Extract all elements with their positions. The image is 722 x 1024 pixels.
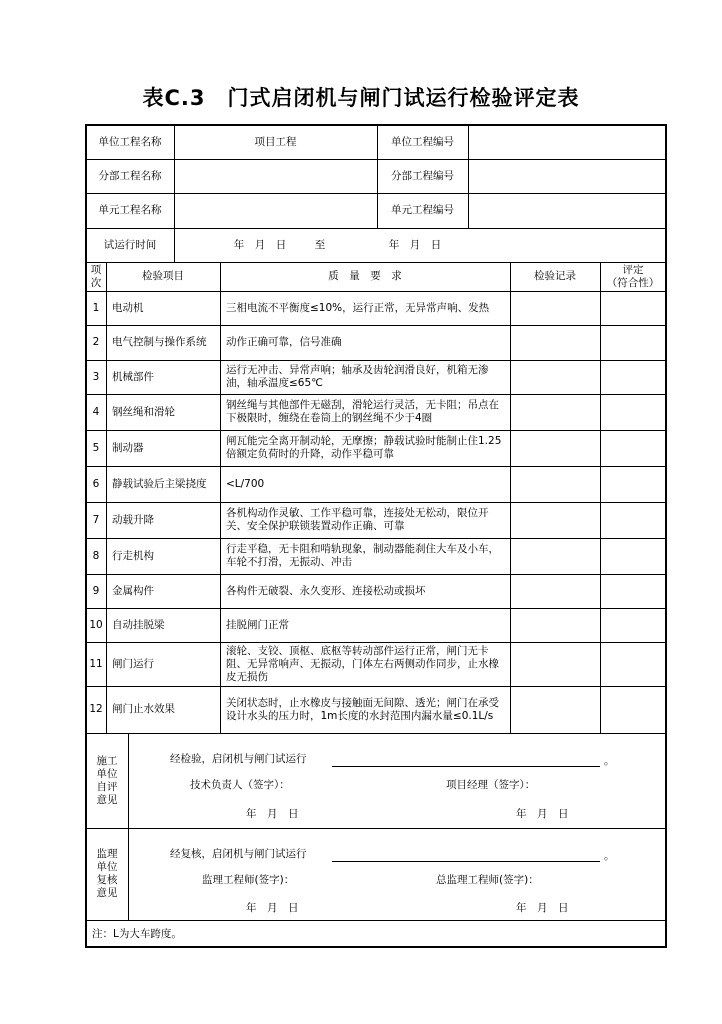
row-item: 动载升降 (112, 513, 154, 526)
row-evaluation-field[interactable] (601, 610, 665, 640)
row-evaluation-field[interactable] (601, 504, 665, 536)
trial-date-to-word: 至 (314, 238, 326, 251)
row-requirement: <L/700 (226, 477, 265, 490)
row-evaluation-field[interactable] (601, 432, 665, 464)
row-record-field[interactable] (511, 644, 599, 684)
header-label: 单元工程名称 (98, 204, 162, 216)
supervision-period: 。 (604, 849, 615, 862)
tech-lead-signature: 技术负责人（签字）： (190, 778, 290, 791)
row-evaluation-field[interactable] (601, 327, 665, 358)
header-label: 分部工程编号 (391, 169, 454, 182)
col-header-item: 检验项目 (142, 270, 184, 282)
row-record-field[interactable] (511, 396, 599, 428)
row-number: 4 (92, 405, 100, 418)
self-eval-sentence: 经检验，启闭机与闸门试运行 (170, 752, 307, 765)
col-header-evaluation: 评定 （符合性） (606, 263, 660, 289)
page-title: 表C.3 门式启闭机与闸门试运行检验评定表 (142, 86, 580, 110)
row-item: 行走机构 (112, 549, 154, 562)
row-record-field[interactable] (511, 688, 599, 731)
row-evaluation-field[interactable] (601, 540, 665, 572)
row-number: 8 (92, 549, 100, 562)
row-number: 5 (92, 441, 100, 454)
supervision-date-right: 年 月 日 (516, 901, 569, 914)
row-record-field[interactable] (511, 576, 599, 606)
header-value: 项目工程 (254, 135, 297, 148)
row-item: 闸门止水效果 (112, 703, 175, 715)
trial-date-from: 年 月 日 (233, 238, 287, 251)
row-requirement: 挂脱闸门正常 (226, 618, 289, 631)
row-number: 1 (92, 301, 100, 314)
row-record-field[interactable] (511, 540, 599, 572)
col-header-record: 检验记录 (534, 270, 576, 282)
supervision-date-left: 年 月 日 (246, 901, 299, 914)
row-number: 11 (89, 657, 103, 670)
engineer-signature: 监理工程师(签字)： (202, 873, 295, 886)
row-requirement: 动作正确可靠，信号准确 (226, 336, 342, 348)
row-item: 自动挂脱梁 (112, 618, 165, 631)
row-number: 6 (92, 477, 100, 490)
row-requirement: 闸瓦能完全离开制动轮，无摩擦；静载试验时能制止住1.25倍额定负荷时的升降，动作平稳可靠 (226, 435, 502, 460)
header-label: 单位工程编号 (391, 135, 454, 148)
row-number: 12 (89, 703, 103, 715)
header-value-field[interactable] (175, 195, 375, 226)
row-record-field[interactable] (511, 362, 599, 392)
header-number-field[interactable] (469, 161, 664, 191)
supervision-label: 监理 单位 复核 意见 (96, 848, 118, 899)
col-header-requirement: 质 量 要 求 (328, 270, 402, 282)
col-header-seq: 项 次 (90, 263, 102, 289)
row-record-field[interactable] (511, 610, 599, 640)
row-record-field[interactable] (511, 327, 599, 358)
row-number: 3 (92, 370, 100, 383)
row-number: 9 (92, 584, 100, 597)
row-requirement: 行走平稳，无卡阻和啃轨现象，制动器能刹住大车及小车，车轮不打滑，无振动、冲击 (226, 543, 499, 568)
supervision-conclusion-line[interactable] (332, 861, 600, 862)
row-item: 闸门运行 (112, 657, 154, 670)
row-item: 制动器 (112, 441, 144, 454)
table-note: 注：L为大车跨度。 (92, 927, 182, 940)
row-requirement: 钢丝绳与其他部件无磁刮，滑轮运行灵活，无卡阻；吊点在下极限时，缠绕在卷筒上的钢丝绳不少于4圈 (226, 399, 499, 424)
row-requirement: 滚轮、支铰、顶枢、底枢等转动部件运行正常，闸门无卡阻、无异常响声、无振动，门体左右两侧动作同步，止水橡皮无损伤 (226, 644, 499, 683)
self-eval-date-right: 年 月 日 (516, 807, 569, 820)
self-eval-period: 。 (604, 754, 615, 767)
row-number: 7 (92, 513, 100, 526)
row-record-field[interactable] (511, 293, 599, 323)
row-evaluation-field[interactable] (601, 644, 665, 684)
row-requirement: 各构件无破裂、永久变形、连接松动或损坏 (226, 584, 426, 597)
row-number: 2 (92, 336, 100, 348)
project-manager-signature: 项目经理（签字）： (446, 778, 536, 791)
row-evaluation-field[interactable] (601, 576, 665, 606)
row-item: 金属构件 (112, 584, 154, 597)
row-item: 机械部件 (112, 370, 154, 383)
row-item: 电气控制与操作系统 (112, 336, 207, 348)
row-evaluation-field[interactable] (601, 468, 665, 500)
row-requirement: 各机构动作灵敏、工作平稳可靠，连接处无松动，限位开关、安全保护联锁装置动作正确、可靠 (226, 507, 489, 532)
row-item: 静载试验后主梁挠度 (112, 477, 207, 490)
row-record-field[interactable] (511, 468, 599, 500)
header-label: 单元工程编号 (391, 204, 454, 216)
row-evaluation-field[interactable] (601, 688, 665, 731)
chief-engineer-signature: 总监理工程师(签字)： (436, 873, 539, 886)
row-requirement: 三相电流不平衡度≤10%，运行正常，无异常声响、发热 (226, 301, 490, 314)
header-number-field[interactable] (469, 195, 664, 226)
row-record-field[interactable] (511, 432, 599, 464)
row-requirement: 关闭状态时，止水橡皮与接触面无间隙、透光；闸门在承受设计水头的压力时，1m长度的水封范围内漏水量≤0.1L/s (226, 696, 499, 722)
self-eval-date-left: 年 月 日 (246, 807, 299, 820)
row-number: 10 (89, 618, 103, 631)
row-item: 电动机 (112, 301, 144, 314)
self-eval-conclusion-line[interactable] (332, 766, 600, 767)
trial-time-label: 试运行时间 (103, 238, 157, 251)
header-value-field[interactable] (175, 161, 375, 191)
row-evaluation-field[interactable] (601, 362, 665, 392)
header-label: 分部工程名称 (98, 169, 162, 182)
row-record-field[interactable] (511, 504, 599, 536)
row-item: 钢丝绳和滑轮 (112, 405, 175, 418)
supervision-sentence: 经复核，启闭机与闸门试运行 (170, 847, 307, 860)
header-label: 单位工程名称 (98, 135, 162, 148)
row-evaluation-field[interactable] (601, 293, 665, 323)
row-evaluation-field[interactable] (601, 396, 665, 428)
trial-date-to: 年 月 日 (388, 238, 442, 251)
row-requirement: 运行无冲击、异常声响；轴承及齿轮润滑良好，机箱无渗油，轴承温度≤65℃ (226, 364, 489, 389)
header-number-field[interactable] (469, 127, 664, 157)
self-eval-label: 施工 单位 自评 意见 (96, 754, 118, 806)
